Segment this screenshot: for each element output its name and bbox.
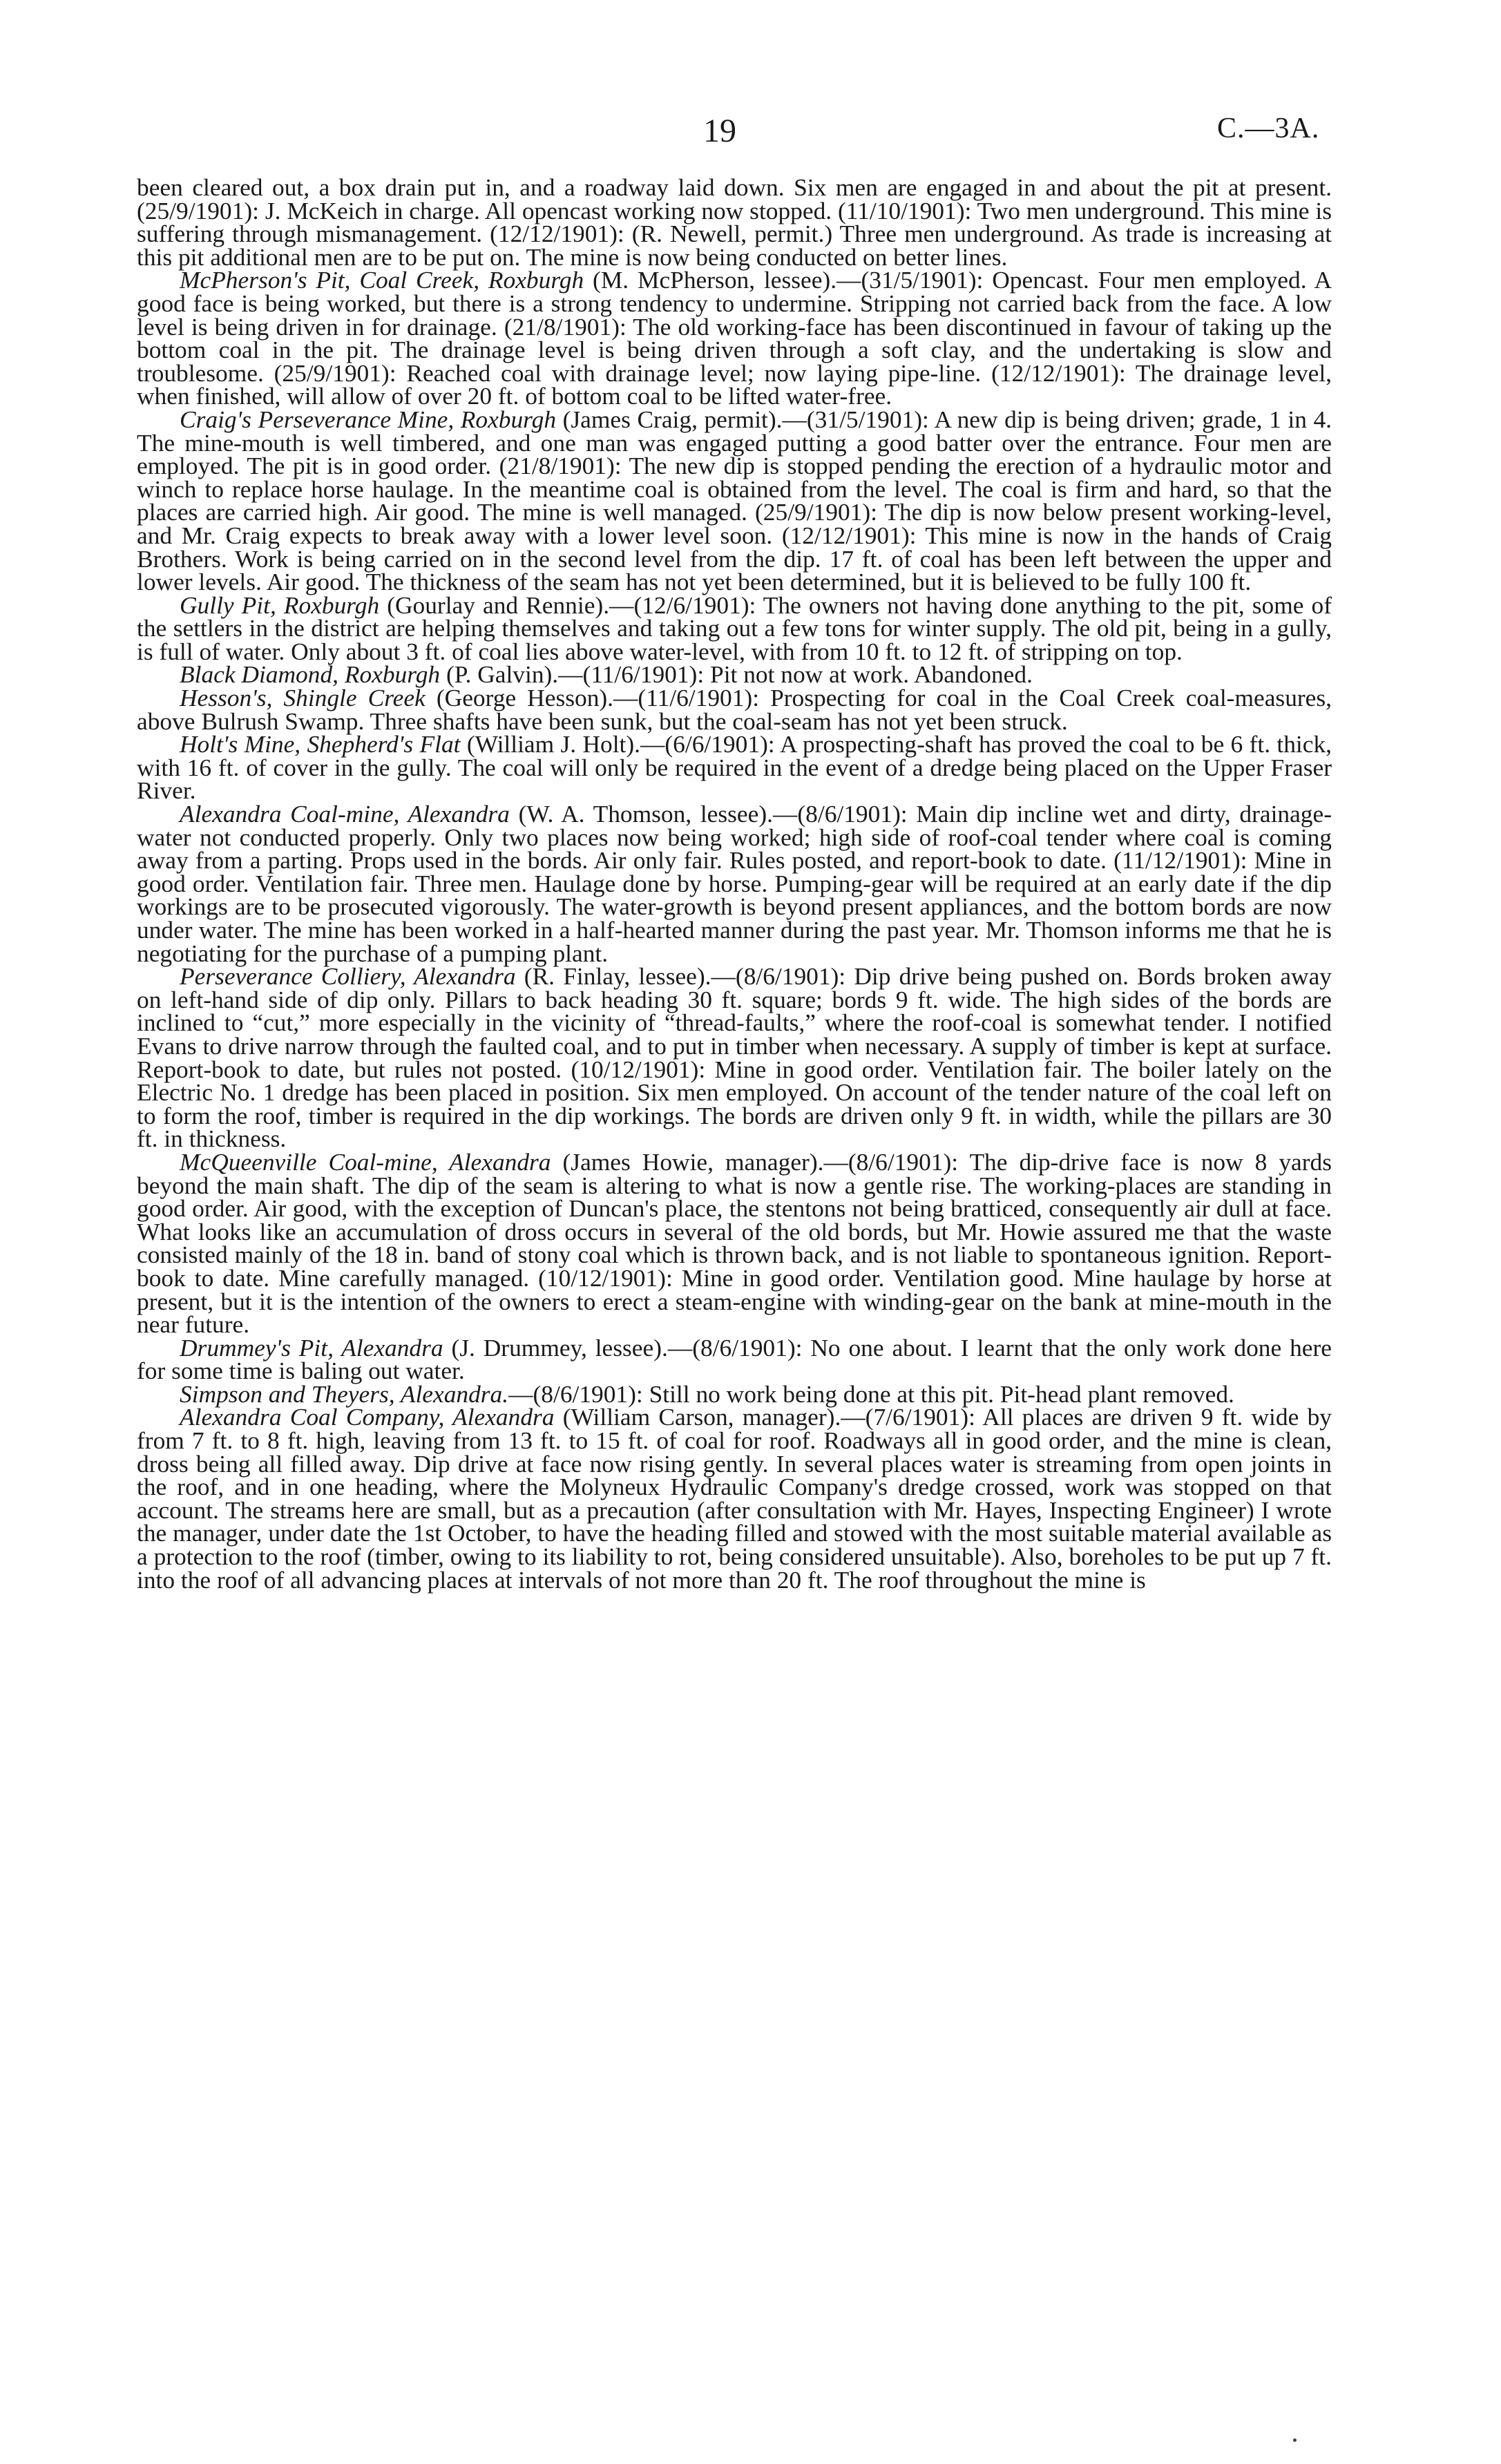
- mine-name: Hesson's, Shingle Creek: [180, 684, 426, 712]
- mine-name: Simpson and Theyers, Alexandra.: [180, 1379, 509, 1408]
- entry-text: (R. Finlay, lessee).—(8/6/1901): Dip drive being pushed on. Bords broken away on left-hand side of dip only. Pillars to back heading 30 ft. square; bords 9 ft. wide. The high sides of the bords are inclined to “cut,” more especially in the vicinity of “thread-faults,” where the roof-coal is somewhat tender. I notified Evans to drive narrow through the faulted coal, and to put in timber when necessary. A supply of timber is kept at surface. Report-book to date, but rules not posted. (10/12/1901): Mine in good order. Ventilation fair. The boiler lately on the Electric No. 1 dredge has been placed in position. Six men employed. On account of the tender nature of the coal left on to form the roof, timber is required in the dip workings. The bords are driven only 9 ft. in width, while the pillars are 30 ft. in thickness.: [137, 962, 1332, 1153]
- scan-speck: [1293, 2438, 1297, 2442]
- entry-text: (William J. Holt).—(6/6/1901): A prospecting-shaft has proved the coal to be 6 ft. thick, with 16 ft. of cover in the gully. The coal will only be required in the event of a dredge being placed on the Upper Fraser River.: [137, 730, 1332, 805]
- entry-craig-perseverance: [137, 405, 1332, 596]
- entry-text: (Gourlay and Rennie).—(12/6/1901): The owners not having done anything to the pit, some of the settlers in the district are helping themselves and taking out a few tons for winter supply. The old pit, being in a gully, is full of water. Only about 3 ft. of coal lies above water-level, with from 10 ft. to 12 ft. of stripping on top.: [137, 591, 1332, 665]
- mine-name: Perseverance Colliery, Alexandra: [180, 962, 516, 991]
- continuation-paragraph: been cleared out, a box drain put in, and a roadway laid down. Six men are engaged in and about the pit at present. (25/9/1901): J. McKeich in charge. All opencast working now stopped. (11/10/1901): Two men underground. This mine is suffering through mismanagement. (12/12/1901): (R. Newell, permit.) Three men underground. As trade is increasing at this pit additional men are to be put on. The mine is now being conducted on better lines.: [137, 173, 1332, 271]
- entry-alexandra-coal-company: [137, 1403, 1332, 1594]
- entry-text: (James Howie, manager).—(8/6/1901): The dip-drive face is now 8 yards beyond the main shaft. The dip of the seam is altering to what is now a gentle rise. The working-places are standing in good order. Air good, with the exception of Duncan's place, the stentons not being bratticed, consequently air dull at face. What looks like an accumulation of dross occurs in several of the old bords, but Mr. Howie assured me that the waste consisted mainly of the 18 in. band of stony coal which is thrown back, and is not liable to spontaneous ignition. Report-book to date. Mine carefully managed. (10/12/1901): Mine in good order. Ventilation good. Mine haulage by horse at present, but it is the intention of the owners to erect a steam-engine with winding-gear on the bank at mine-mouth in the near future.: [137, 1147, 1332, 1339]
- entry-text: (P. Galvin).—(11/6/1901): Pit not now at work. Abandoned.: [440, 660, 1033, 689]
- entry-gully-pit: [137, 591, 1332, 665]
- entry-simpson-theyers: [137, 1379, 1332, 1408]
- entry-perseverance-colliery: [137, 962, 1332, 1153]
- mine-name: Alexandra Coal Company, Alexandra: [180, 1403, 555, 1431]
- mine-name: Gully Pit, Roxburgh: [180, 591, 380, 619]
- report-body: [137, 173, 1332, 1594]
- entry-text: (W. A. Thomson, lessee).—(8/6/1901): Main dip incline wet and dirty, drainage-water not conducted properly. Only two places now being worked; high side of roof-coal tender where coal is coming away from a parting. Props used in the bords. Air only fair. Rules posted, and report-book to date. (11/12/1901): Mine in good order. Ventilation fair. Three men. Haulage done by horse. Pumping-gear will be required at an early date if the dip workings are to be prosecuted vigorously. The water-growth is beyond present appliances, and the bottom bords are now under water. The mine has been worked in a half-hearted manner during the past year. Mr. Thomson informs me that he is negotiating for the purchase of a pumping plant.: [137, 800, 1332, 967]
- mine-name: Black Diamond, Roxburgh: [180, 660, 441, 689]
- entry-hessons: [137, 684, 1332, 735]
- mine-name: McQueenville Coal-mine, Alexandra: [180, 1147, 551, 1176]
- entry-text: (George Hesson).—(11/6/1901): Prospecting for coal in the Coal Creek coal-measures, above Bulrush Swamp. Three shafts have been sunk, but the coal-seam has not yet been struck.: [137, 684, 1332, 735]
- mine-name: McPherson's Pit, Coal Creek, Roxburgh: [180, 266, 584, 294]
- entry-alexandra-coal-mine: [137, 800, 1332, 967]
- document-reference: C.—3A.: [1217, 113, 1320, 144]
- mine-name: Holt's Mine, Shepherd's Flat: [180, 730, 461, 758]
- entry-mcqueenville: [137, 1147, 1332, 1339]
- entry-mcpherson: [137, 266, 1332, 410]
- mine-name: Craig's Perseverance Mine, Roxburgh: [180, 405, 557, 433]
- mine-name: Alexandra Coal-mine, Alexandra: [180, 800, 510, 828]
- entry-text: (J. Drummey, lessee).—(8/6/1901): No one about. I learnt that the only work done here for some time is baling out water.: [137, 1333, 1332, 1385]
- entry-text: (M. McPherson, lessee).—(31/5/1901): Opencast. Four men employed. A good face is being worked, but there is a strong tendency to undermine. Stripping not carried back from the face. A low level is being driven in for drainage. (21/8/1901): The old working-face has been discontinued in favour of taking up the bottom coal in the pit. The drainage level is being driven through a soft clay, and the undertaking is slow and troublesome. (25/9/1901): Reached coal with drainage level; now laying pipe-line. (12/12/1901): The drainage level, when finished, will allow of over 20 ft. of bottom coal to be lifted water-free.: [137, 266, 1332, 410]
- mine-name: Drummey's Pit, Alexandra: [180, 1333, 443, 1362]
- entry-black-diamond: [137, 660, 1332, 689]
- page-number: 19: [703, 113, 736, 149]
- entry-text: —(8/6/1901): Still no work being done at this pit. Pit-head plant removed.: [508, 1379, 1234, 1408]
- entry-holts-mine: [137, 730, 1332, 805]
- entry-drummeys-pit: [137, 1333, 1332, 1385]
- entry-text: (William Carson, manager).—(7/6/1901): All places are driven 9 ft. wide by from 7 ft. to 8 ft. high, leaving from 13 ft. to 15 ft. of coal for roof. Roadways all in good order, and the mine is clean, dross being all filled away. Dip drive at face now rising gently. In several places water is streaming from open joints in the roof, and in one heading, where the Molyneux Hydraulic Company's dredge crossed, work was stopped on that account. The streams here are small, but as a precaution (after consultation with Mr. Hayes, Inspecting Engineer) I wrote the manager, under date the 1st October, to have the heading filled and stowed with the most suitable material available as a protection to the roof (timber, owing to its liability to rot, being considered unsuitable). Also, boreholes to be put up 7 ft. into the roof of all advancing places at intervals of not more than 20 ft. The roof throughout the mine is: [137, 1403, 1332, 1594]
- entry-text: (James Craig, permit).—(31/5/1901): A new dip is being driven; grade, 1 in 4. The mine-mouth is well timbered, and one man was engaged putting a good batter over the entrance. Four men are employed. The pit is in good order. (21/8/1901): The new dip is stopped pending the erection of a hydraulic motor and winch to replace horse haulage. In the meantime coal is obtained from the level. The coal is firm and hard, so that the places are carried high. Air good. The mine is well managed. (25/9/1901): The dip is now below present working-level, and Mr. Craig expects to break away with a lower level soon. (12/12/1901): This mine is now in the hands of Craig Brothers. Work is being carried on in the second level from the dip. 17 ft. of coal has been left between the upper and lower levels. Air good. The thickness of the seam has not yet been determined, but it is believed to be fully 100 ft.: [137, 405, 1332, 596]
